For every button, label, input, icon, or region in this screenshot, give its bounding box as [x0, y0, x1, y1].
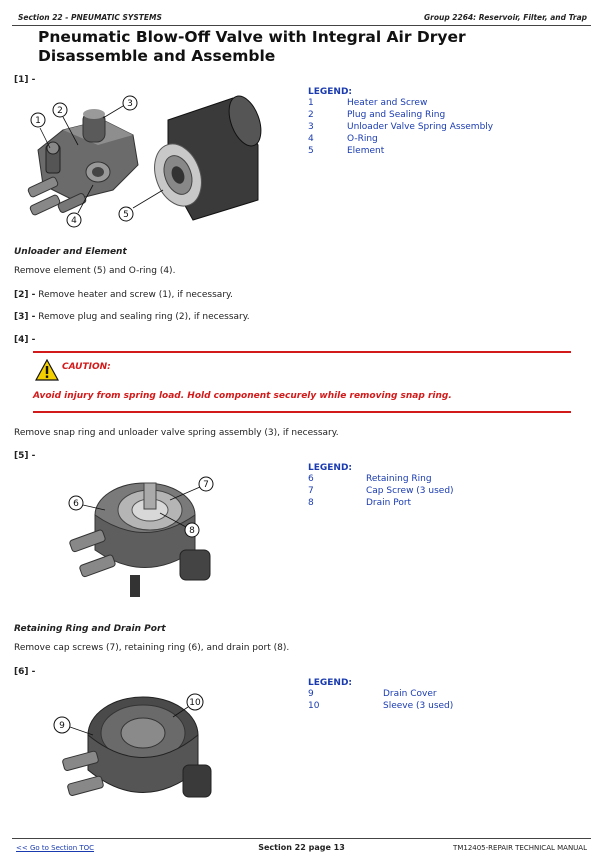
legend-text: Heater and Screw [347, 98, 428, 108]
figure-valve-and-element [18, 90, 268, 230]
manual-name: TM12405-REPAIR TECHNICAL MANUAL [453, 844, 587, 852]
svg-text:4: 4 [71, 216, 77, 226]
instruction-retaining: Remove cap screws (7), retaining ring (6), and drain port (8). [14, 643, 290, 653]
svg-text:6: 6 [73, 499, 79, 509]
caution-rule-top [33, 351, 571, 353]
svg-text:10: 10 [189, 698, 201, 708]
svg-text:7: 7 [203, 480, 209, 490]
warning-triangle-icon [35, 359, 59, 381]
legend-num: 5 [308, 146, 314, 156]
instruction-unloader: Remove element (5) and O-ring (4). [14, 266, 176, 276]
legend-heading: LEGEND: [308, 463, 353, 473]
caution-text: Avoid injury from spring load. Hold component securely while removing snap ring. [33, 391, 452, 401]
page-number: Section 22 page 13 [258, 843, 345, 852]
subheading-retaining: Retaining Ring and Drain Port [14, 624, 166, 634]
figure-drain-cover [48, 685, 218, 825]
svg-text:1: 1 [35, 116, 41, 126]
legend-heading: LEGEND: [308, 87, 353, 97]
legend-text: Drain Port [366, 498, 412, 508]
valve-body-illustration [27, 109, 138, 216]
legend-1 [308, 87, 494, 157]
page-title: Pneumatic Blow-Off Valve with Integral Air Dryer Disassemble and Assemble [38, 28, 466, 65]
legend-text: Unloader Valve Spring Assembly [347, 122, 494, 132]
svg-text:8: 8 [189, 526, 195, 536]
legend-heading: LEGEND: [308, 678, 353, 688]
step-5-label: [5] - [14, 451, 36, 461]
section-label: Section 22 - PNEUMATIC SYSTEMS [18, 13, 162, 22]
element-canister-illustration [146, 92, 267, 220]
go-to-section-toc-link[interactable]: << Go to Section TOC [16, 844, 95, 852]
legend-num: 7 [308, 486, 314, 496]
legend-text: Cap Screw (3 used) [366, 486, 454, 496]
legend-text: Retaining Ring [366, 474, 432, 484]
step-2: [2] - Remove heater and screw (1), if necessary. [14, 290, 233, 300]
drain-cover-illustration [62, 697, 211, 797]
legend-3 [308, 678, 454, 712]
instruction-snap-ring: Remove snap ring and unloader valve spring assembly (3), if necessary. [14, 428, 339, 438]
caution-rule-bottom [33, 411, 571, 413]
legend-num: 6 [308, 474, 314, 484]
legend-num: 9 [308, 689, 314, 699]
caution-label: CAUTION: [62, 362, 111, 372]
svg-text:3: 3 [127, 99, 133, 109]
step-1-label: [1] - [14, 75, 36, 85]
legend-text: Sleeve (3 used) [383, 701, 454, 711]
page-footer [12, 838, 591, 858]
legend-text: Plug and Sealing Ring [347, 110, 446, 120]
valve-top-illustration [69, 483, 210, 597]
subheading-unloader: Unloader and Element [14, 247, 127, 257]
legend-num: 4 [308, 134, 314, 144]
legend-text: Element [347, 146, 385, 156]
step-6-label: [6] - [14, 667, 36, 677]
group-label: Group 2264: Reservoir, Filter, and Trap [423, 13, 587, 22]
svg-text:5: 5 [123, 210, 129, 220]
legend-text: O-Ring [347, 134, 378, 144]
legend-num: 8 [308, 498, 314, 508]
legend-num: 2 [308, 110, 314, 120]
legend-2 [308, 463, 454, 509]
step-4-label: [4] - [14, 335, 36, 345]
legend-text: Drain Cover [383, 689, 437, 699]
svg-text:9: 9 [59, 721, 65, 731]
legend-num: 3 [308, 122, 314, 132]
figure-retaining-ring [60, 465, 220, 610]
svg-text:2: 2 [57, 106, 63, 116]
legend-num: 10 [308, 701, 320, 711]
legend-num: 1 [308, 98, 314, 108]
step-3: [3] - Remove plug and sealing ring (2), if necessary. [14, 312, 250, 322]
page-header [12, 10, 591, 26]
